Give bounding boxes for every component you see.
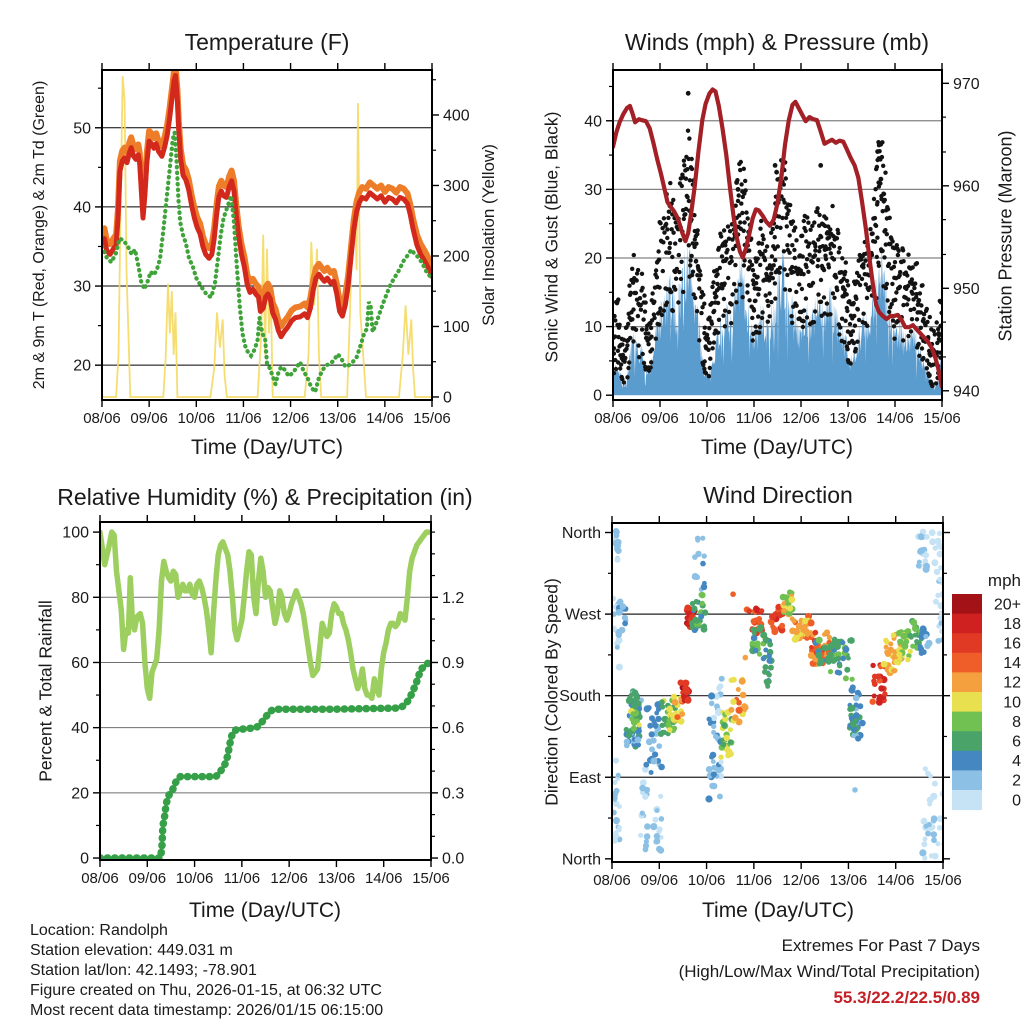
colorbar-cell — [952, 672, 982, 692]
series-2m-temperature — [102, 76, 432, 337]
x-tick-label: 11/06 — [735, 872, 773, 889]
x-tick-label: 12/06 — [270, 870, 308, 887]
colorbar-label: 6 — [1012, 733, 1021, 751]
x-tick-label: 09/06 — [128, 870, 167, 887]
x-tick-label: 09/06 — [130, 410, 168, 427]
x-tick-label: 14/06 — [876, 410, 914, 427]
y-tick-label-left: 40 — [71, 720, 89, 738]
colorbar-cell — [952, 633, 982, 653]
xlabel-temperature: Time (Day/UTC) — [190, 436, 344, 459]
speed-colorbar — [952, 571, 1021, 810]
series-solar-insolation — [102, 76, 432, 397]
x-tick-label: 13/06 — [829, 872, 868, 889]
x-tick-label: 13/06 — [317, 870, 356, 887]
y-tick-label-left: South — [559, 688, 601, 706]
colorbar-label: 10 — [1003, 694, 1021, 712]
x-tick-label: 08/06 — [83, 410, 121, 427]
x-tick-label: 13/06 — [829, 410, 867, 427]
y-tick-label-right: 300 — [443, 177, 470, 195]
colorbar-cell — [952, 692, 982, 712]
y-tick-label-left: 20 — [73, 357, 91, 375]
y-tick-label-left: 100 — [62, 524, 89, 542]
colorbar-label: 4 — [1012, 753, 1021, 771]
x-tick-label: 14/06 — [876, 872, 915, 889]
panel-title-humidity: Relative Humidity (%) & Precipitation (in) — [57, 484, 473, 510]
wind-direction-dots — [611, 528, 949, 861]
colorbar-label: 12 — [1003, 674, 1021, 692]
x-tick-label: 12/06 — [271, 410, 310, 427]
y-tick-label-right: 1.2 — [442, 589, 465, 607]
colorbar-title: mph — [987, 571, 1021, 590]
colorbar-cell — [952, 653, 982, 673]
y-tick-label-left: 40 — [584, 113, 602, 131]
panel-title-wind-direction: Wind Direction — [703, 482, 853, 508]
x-tick-label: 12/06 — [782, 872, 820, 889]
x-tick-label: 14/06 — [364, 870, 403, 887]
y-tick-label-left: North — [561, 851, 601, 869]
y-tick-label-left: 20 — [71, 785, 89, 803]
colorbar-cell — [952, 770, 982, 790]
y-tick-label-left: 80 — [71, 589, 89, 607]
y-tick-label-right: 0.9 — [442, 654, 465, 672]
x-tick-label: 10/06 — [175, 870, 214, 887]
y-tick-label-left: 20 — [584, 250, 602, 268]
extremes-values: 55.3/22.2/22.5/0.89 — [833, 988, 980, 1007]
footer-created-line: Figure created on Thu, 2026-01-15, at 06:32 UTC — [30, 982, 382, 999]
colorbar-label: 16 — [1003, 635, 1021, 653]
colorbar-cell — [952, 731, 982, 751]
footer-elevation-line: Station elevation: 449.031 m — [30, 942, 233, 959]
x-tick-label: 09/06 — [641, 410, 679, 427]
x-tick-label: 10/06 — [177, 410, 216, 427]
colorbar-label: 2 — [1012, 772, 1021, 790]
humidity-series — [100, 532, 431, 858]
colorbar-label: 18 — [1003, 615, 1021, 633]
y-tick-label-right: 960 — [953, 178, 980, 196]
y-tick-label-right: 940 — [953, 383, 980, 401]
colorbar-label: 8 — [1012, 713, 1021, 731]
extremes-block — [679, 933, 980, 1011]
footer-timestamp-line: Most recent data timestamp: 2026/01/15 06:15:00 — [30, 1002, 384, 1019]
ylabel-humidity-left: Percent & Total Rainfall — [35, 600, 56, 782]
x-tick-label: 08/06 — [81, 870, 119, 887]
y-tick-label-left: 60 — [71, 654, 89, 672]
y-tick-label-left: 30 — [584, 181, 602, 199]
x-tick-label: 11/06 — [223, 870, 261, 887]
station-info-block — [30, 921, 383, 1021]
y-tick-label-right: 970 — [953, 75, 980, 93]
x-tick-label: 15/06 — [923, 410, 961, 427]
gridlines-temperature — [102, 128, 432, 365]
ylabel-winds-right: Station Pressure (Maroon) — [995, 130, 1016, 342]
y-tick-label-right: 100 — [443, 318, 470, 336]
colorbar-label: 0 — [1012, 792, 1021, 810]
y-tick-label-left: East — [568, 769, 601, 787]
x-tick-label: 11/06 — [735, 410, 773, 427]
winds-series — [611, 90, 944, 396]
x-tick-label: 11/06 — [225, 410, 262, 427]
y-tick-label-left: 50 — [73, 120, 91, 138]
x-tick-label: 13/06 — [318, 410, 357, 427]
y-tick-label-left: 30 — [73, 278, 91, 296]
x-tick-label: 12/06 — [782, 410, 820, 427]
x-tick-label: 14/06 — [366, 410, 404, 427]
x-tick-label: 15/06 — [412, 870, 450, 887]
panel-title-winds: Winds (mph) & Pressure (mb) — [624, 29, 930, 55]
xlabel-winds: Time (Day/UTC) — [700, 436, 854, 459]
ylabel-wind-direction-left: Direction (Colored By Speed) — [541, 578, 562, 806]
footer-location-line: Location: Randolph — [30, 922, 168, 939]
y-tick-label-right: 0.3 — [442, 785, 465, 803]
x-tick-label: 15/06 — [924, 872, 962, 889]
panel-title-temperature: Temperature (F) — [184, 29, 350, 55]
y-tick-label-right: 0.6 — [442, 720, 465, 738]
axes-winddir — [559, 516, 962, 889]
ylabel-winds-left: Sonic Wind & Gust (Blue, Black) — [541, 111, 562, 363]
footer-latlon-line: Station lat/lon: 42.1493; -78.901 — [30, 962, 257, 979]
ylabel-temperature-right: Solar Insolation (Yellow) — [479, 144, 498, 326]
extremes-subtitle: (High/Low/Max Wind/Total Precipitation) — [678, 962, 980, 981]
colorbar-cell — [952, 594, 982, 614]
extremes-title: Extremes For Past 7 Days — [781, 936, 980, 955]
y-tick-label-right: 950 — [953, 280, 980, 298]
y-tick-label-right: 0 — [443, 389, 452, 407]
temperature-series — [102, 65, 432, 397]
colorbar-cell — [952, 751, 982, 771]
x-tick-label: 10/06 — [687, 872, 726, 889]
y-tick-label-left: West — [564, 606, 601, 624]
series-relative-humidity — [100, 532, 431, 698]
y-tick-label-right: 200 — [443, 248, 470, 266]
colorbar-cell — [952, 790, 982, 810]
y-tick-label-left: 10 — [584, 319, 602, 337]
xlabel-wind-direction: Time (Day/UTC) — [701, 899, 855, 922]
colorbar-cell — [952, 712, 982, 732]
x-tick-label: 08/06 — [594, 410, 632, 427]
x-tick-label: 09/06 — [640, 872, 679, 889]
ylabel-temperature-left: 2m & 9m T (Red, Orange) & 2m Td (Green) — [31, 80, 48, 390]
y-tick-label-left: 0 — [593, 387, 602, 405]
y-tick-label-right: 400 — [443, 107, 470, 125]
y-tick-label-left: North — [561, 525, 601, 543]
y-tick-label-left: 40 — [73, 199, 91, 217]
xlabel-humidity: Time (Day/UTC) — [188, 899, 342, 922]
y-tick-label-left: 0 — [80, 850, 89, 868]
colorbar-label: 20+ — [993, 596, 1021, 614]
x-tick-label: 10/06 — [688, 410, 726, 427]
y-tick-label-right: 0.0 — [442, 850, 465, 868]
colorbar-cell — [952, 614, 982, 634]
x-tick-label: 08/06 — [593, 872, 631, 889]
x-tick-label: 15/06 — [413, 410, 451, 427]
colorbar-label: 14 — [1003, 655, 1021, 673]
